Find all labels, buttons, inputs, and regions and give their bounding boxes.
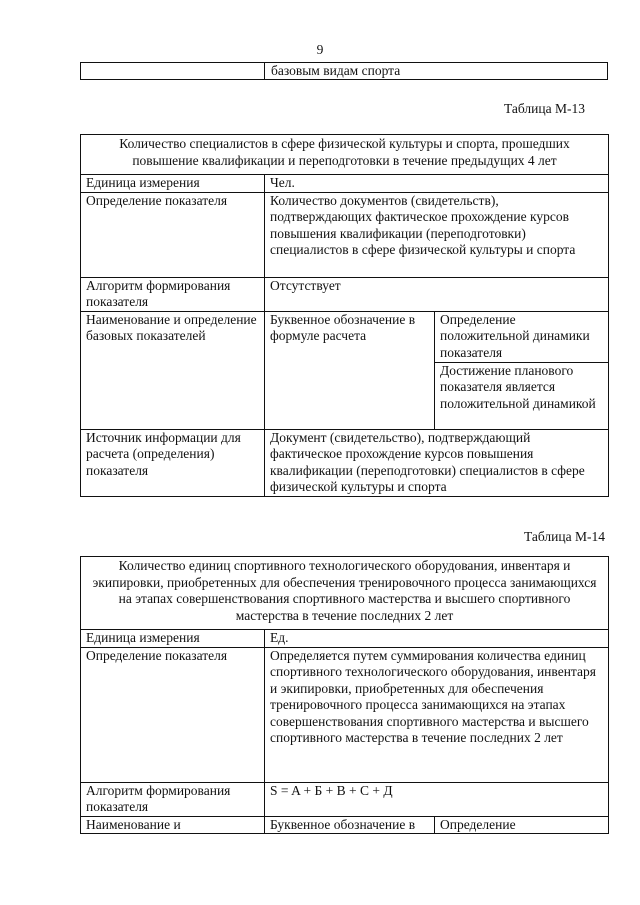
table-m13-caption: Таблица М-13 [504, 101, 585, 116]
fragment-right-text: базовым видам спорта [271, 63, 401, 78]
table-m14-header: Количество единиц спортивного технологического оборудования, инвентаря и экипировки, приобретенных для обеспечения тренировочного процесса занимающихся на этапах совершенствования спортивного мастерства и высшего спортивного мастерства в течение последних 2 лет [81, 557, 609, 630]
m13-definition-value: Количество документов (свидетельств), подтверждающих фактическое прохождение курсов повышения квалификации (переподготовки) специалистов в сфере физической культуры и спорта [265, 192, 609, 277]
m14-definition-value: Определяется путем суммирования количества единиц спортивного технологического оборудования, инвентаря и экипировки, приобретенных для обеспечения тренировочного процесса занимающихся на этапах совершенствования спортивного мастерства и высшего спортивного мастерства в течение последних 2 лет [265, 647, 609, 782]
m14-unit-label: Единица измерения [81, 630, 265, 648]
m14-algorithm-label: Алгоритм формирования показателя [81, 782, 265, 816]
m13-base-letter: Буквенное обозначение в формуле расчета [265, 311, 435, 429]
m13-base-dynamics-value: Достижение планового показателя является положительной динамикой [435, 362, 609, 429]
m13-unit-value: Чел. [265, 175, 609, 193]
m14-definition-label: Определение показателя [81, 647, 265, 782]
m13-source-label: Источник информации для расчета (определения) показателя [81, 429, 265, 496]
m13-source-value: Документ (свидетельство), подтверждающий фактическое прохождение курсов повышения квалификации (переподготовки) специалистов в сфере физической культуры и спорта [265, 429, 609, 496]
continued-table-fragment [80, 62, 608, 80]
page-number: 9 [316, 42, 324, 57]
m13-algorithm-label: Алгоритм формирования показателя [81, 277, 265, 311]
m14-base-letter: Буквенное обозначение в [265, 816, 435, 834]
table-m14-caption: Таблица М-14 [524, 529, 605, 544]
m14-unit-value: Ед. [265, 630, 609, 648]
m13-algorithm-value: Отсутствует [265, 277, 609, 311]
m13-base-label: Наименование и определение базовых показателей [81, 311, 265, 429]
m13-definition-label: Определение показателя [81, 192, 265, 277]
m13-base-dynamics: Определение положительной динамики показателя [435, 311, 609, 362]
table-m14 [80, 556, 609, 834]
m13-unit-label: Единица измерения [81, 175, 265, 193]
m14-base-label: Наименование и [81, 816, 265, 834]
m14-algorithm-value: S = A + Б + В + С + Д [265, 782, 609, 816]
m14-base-dynamics: Определение [435, 816, 609, 834]
fragment-left-cell [81, 63, 265, 79]
table-m13-header: Количество специалистов в сфере физической культуры и спорта, прошедших повышение квалификации и переподготовки в течение предыдущих 4 лет [81, 135, 609, 175]
table-m13 [80, 134, 609, 497]
